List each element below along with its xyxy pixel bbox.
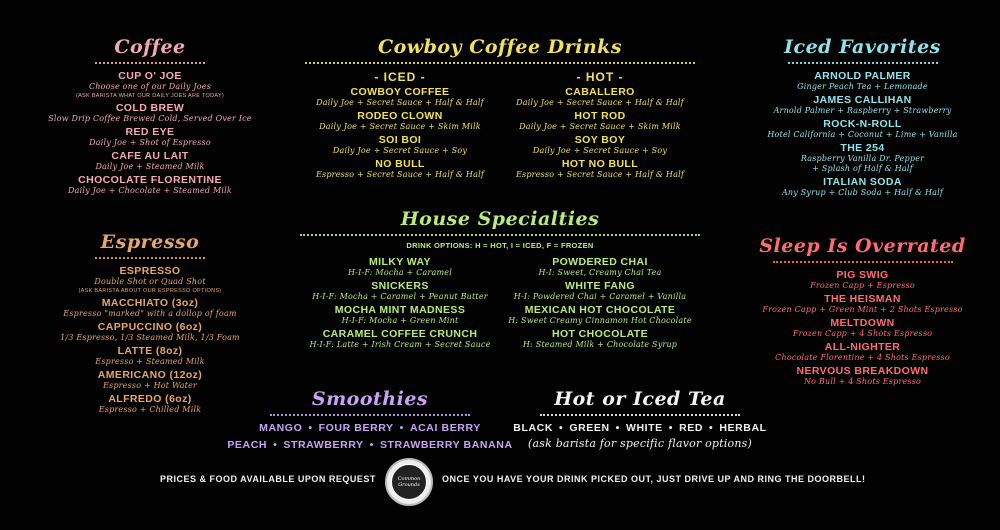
cowboy-section [300,36,700,180]
menu-item-desc: H-I-F: Mocha + Caramel [347,268,452,277]
menu-item-desc: Daily Joe + Steamed Milk [95,162,205,171]
coffee-title: Coffee [114,36,186,58]
tea-type: WHITE [625,422,663,434]
menu-item-name: SNICKERS [371,280,429,292]
house-divider [300,234,700,236]
menu-item-name: CAPPUCCINO (6oz) [97,321,203,333]
menu-item-desc: Espresso + Hot Water [102,381,198,390]
drink-options: DRINK OPTIONS: H = HOT, I = ICED, F = FROZEN [406,241,594,250]
menu-item-name: RED EYE [125,126,175,138]
smoothie-flavor: MANGO [259,422,303,434]
menu-item-name: COWBOY COFFEE [350,86,450,98]
menu-item-desc: H-I-F: Latte + Irish Cream + Secret Sauce [309,340,491,349]
menu-item-desc: Daily Joe + Secret Sauce + Soy [532,146,668,155]
house-section [300,208,700,350]
smoothies-row-2 [225,439,515,451]
logo-text: Common Grounds [397,476,421,488]
menu-item-desc: Espresso "marked" with a dollop of foam [63,309,237,318]
menu-item-desc: Any Syrup + Club Soda + Half & Half [781,188,944,197]
menu-item-name: AMERICANO (12oz) [97,369,203,381]
tea-title: Hot or Iced Tea [554,388,726,410]
menu-item-name: MOCHA MINT MADNESS [334,304,466,316]
menu-item-name: ITALIAN SODA [823,176,902,188]
menu-item-desc: Chocolate Florentine + 4 Shots Espresso [775,353,950,362]
menu-item-name: PIG SWIG [836,269,889,281]
menu-item-name: CABALLERO [565,86,635,98]
bullet-separator: • [559,422,564,434]
menu-item-name: MILKY WAY [369,256,431,268]
house-right-column [500,254,700,350]
menu-item-name: MACCHIATO (3oz) [101,297,199,309]
menu-item-desc: Espresso + Secret Sauce + Half & Half [516,170,684,179]
bullet-separator: • [369,439,374,451]
menu-item-desc: H-I-F: Mocha + Caramel + Peanut Butter [312,292,488,301]
bullet-separator: • [273,439,278,451]
menu-item-desc: Daily Joe + Shot of Espresso [89,138,211,147]
menu-item-name: ROCK-N-ROLL [823,118,902,130]
menu-item-desc: Slow Drip Coffee Brewed Cold, Served Over Ice [48,114,252,123]
menu-item-desc: Daily Joe + Chocolate + Steamed Milk [68,186,232,195]
cowboy-hot-column [500,70,700,180]
menu-item-note: (ASK BARISTA WHAT OUR DAILY JOES ARE TODAY) [75,93,225,99]
smoothie-flavor: ACAI BERRY [409,422,481,434]
cowboy-title: Cowboy Coffee Drinks [377,36,623,58]
menu-item-desc: Raspberry Vanilla Dr. Pepper [800,154,925,163]
cowboy-iced-column [300,70,500,180]
menu-item-name: ALL-NIGHTER [824,341,901,353]
tea-type: GREEN [569,422,610,434]
bullet-separator: • [399,422,404,434]
menu-item-name: JAMES CALLIHAN [813,94,912,106]
menu-item-desc: H-I-F: Mocha + Green Mint [341,316,459,325]
menu-item-name: CUP O' JOE [118,70,182,82]
iced-favorites-title: Iced Favorites [784,36,941,58]
menu-item-name: COLD BREW [115,102,185,114]
menu-item-desc: Hotel California + Coconut + Lime + Vanilla [767,130,958,139]
menu-item-desc: No Bull + 4 Shots Espresso [803,377,922,386]
menu-item-desc: Espresso + Steamed Milk [95,357,205,366]
menu-item-desc: H-I: Powdered Chai + Caramel + Vanilla [513,292,687,301]
menu-item-desc: 1/3 Espresso, 1/3 Steamed Milk, 1/3 Foam [60,333,240,342]
menu-item-desc: Daily Joe + Secret Sauce + Skim Milk [319,122,481,131]
smoothies-title: Smoothies [311,388,429,410]
menu-item-name: CAFE AU LAIT [111,150,189,162]
smoothie-flavor: STRAWBERRY [283,439,364,451]
menu-item-desc: Daily Joe + Secret Sauce + Skim Milk [519,122,681,131]
menu-item-name: SOI BOI [378,134,422,146]
menu-item-name: WHITE FANG [565,280,635,292]
tea-type: BLACK [513,422,554,434]
smoothies-row-1 [225,422,515,434]
iced-label: - ICED - [374,70,426,84]
menu-item-name: ESPRESSO [119,265,181,277]
tea-divider [540,414,740,416]
menu-item-desc: Daily Joe + Secret Sauce + Half & Half [516,98,684,107]
menu-item-desc: Daily Joe + Secret Sauce + Soy [332,146,468,155]
hot-label: - HOT - [576,70,624,84]
menu-item-desc: Frozen Capp + Espresso [810,281,915,290]
bullet-separator: • [615,422,620,434]
bullet-separator: • [308,422,313,434]
menu-item-name: THE HEISMAN [824,293,901,305]
menu-item-name: POWDERED CHAI [552,256,648,268]
sleep-title: Sleep Is Overrated [759,235,966,257]
tea-row [505,422,775,434]
menu-item-desc: Choose one of our Daily Joes [88,82,212,91]
menu-item-desc: Espresso + Chilled Milk [98,405,202,414]
coffee-list [40,70,260,196]
house-left-column [300,254,500,350]
menu-item-name: HOT ROD [574,110,626,122]
bullet-separator: • [709,422,714,434]
menu-item-name: CHOCOLATE FLORENTINE [78,174,222,186]
coffee-section [40,36,260,196]
menu-item-name: NO BULL [375,158,425,170]
menu-item-note: (ASK BARISTA ABOUT OUR ESPRESSO OPTIONS) [78,288,222,294]
smoothie-flavor: PEACH [227,439,268,451]
iced-favorites-section [740,36,985,198]
sleep-divider [773,261,953,263]
menu-item-name: RODEO CLOWN [357,110,443,122]
menu-item-name: HOT NO BULL [561,158,639,170]
menu-item-name: THE 254 [840,142,885,154]
menu-item-desc: Ginger Peach Tea + Lemonade [797,82,928,91]
menu-item-desc: Frozen Capp + Green Mint + 2 Shots Espresso [762,305,963,314]
footer-prices-note: PRICES & FOOD AVAILABLE UPON REQUEST [160,474,376,484]
bullet-separator: • [668,422,674,434]
tea-note: (ask barista for specific flavor options) [528,437,752,450]
smoothies-section [225,388,515,451]
menu-item-name: SOY BOY [574,134,626,146]
menu-item-name: ALFREDO (6oz) [108,393,192,405]
espresso-divider [95,257,205,259]
menu-item-desc: + Splash of Half & Half [812,164,913,173]
iced-favorites-divider [788,62,938,64]
menu-item-name: LATTE (8oz) [117,345,183,357]
menu-item-name: HOT CHOCOLATE [552,328,648,340]
menu-item-desc: H: Sweet Creamy Cinnamon Hot Chocolate [508,316,692,325]
menu-item-name: MEXICAN HOT CHOCOLATE [524,304,676,316]
smoothies-divider [270,414,470,416]
tea-type: RED [679,422,704,434]
menu-item-desc: H-I: Sweet, Creamy Chai Tea [538,268,662,277]
menu-item-name: CARAMEL COFFEE CRUNCH [322,328,478,340]
tea-type: HERBAL [719,422,767,434]
sleep-section [740,235,985,387]
espresso-title: Espresso [100,231,200,253]
logo-badge [391,464,427,500]
coffee-divider [95,62,205,64]
menu-item-desc: Espresso + Secret Sauce + Half & Half [316,170,484,179]
tea-section [505,388,775,451]
menu-item-name: ARNOLD PALMER [814,70,911,82]
smoothie-flavor: STRAWBERRY BANANA [379,439,513,451]
menu-item-desc: Frozen Capp + 4 Shots Espresso [792,329,933,338]
footer-doorbell-note: ONCE YOU HAVE YOUR DRINK PICKED OUT, JUST DRIVE UP AND RING THE DOORBELL! [442,474,866,484]
house-title: House Specialties [400,208,600,230]
menu-item-desc: H: Steamed Milk + Chocolate Syrup [522,340,678,349]
menu-item-name: MELTDOWN [830,317,895,329]
menu-item-desc: Arnold Palmer + Raspberry + Strawberry [773,106,952,115]
cowboy-divider [305,62,695,64]
menu-item-desc: Double Shot or Quad Shot [94,277,206,286]
menu-item-name: NERVOUS BREAKDOWN [796,365,929,377]
smoothie-flavor: FOUR BERRY [318,422,394,434]
menu-item-desc: Daily Joe + Secret Sauce + Half & Half [316,98,484,107]
common-grounds-logo [385,458,433,506]
